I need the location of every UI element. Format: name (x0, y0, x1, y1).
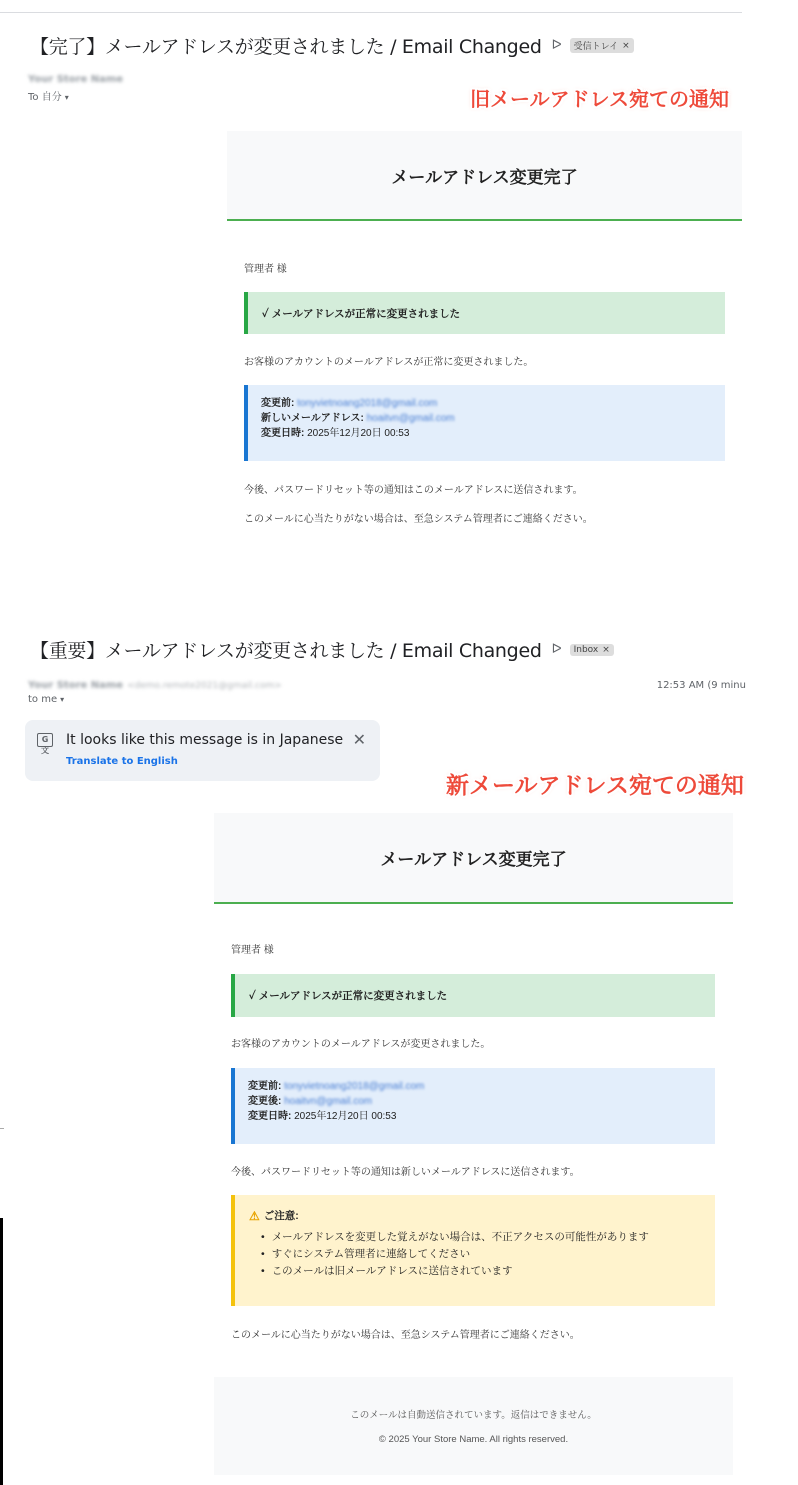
email2-success-text: ✓ メールアドレスが正常に変更されました (249, 990, 448, 1002)
email2-annotation: 新メールアドレス宛ての通知 (446, 773, 744, 799)
email2-date-value: 2025年12月20日 00:53 (294, 1111, 397, 1122)
email1-intro: お客様のアカウントのメールアドレスが正常に変更されました。 (244, 357, 534, 368)
email2-sender-email: <demo.remote2021@gmail.com> (127, 681, 282, 691)
email2-recipient-text: to me (28, 694, 58, 705)
email2-inbox-label[interactable] (570, 644, 614, 656)
email2-before-value[interactable]: tonyvietnoang2018@gmail.com (284, 1081, 425, 1092)
remove-label-icon[interactable]: × (622, 40, 630, 51)
email1-new-label: 新しいメールアドレス: (261, 413, 364, 424)
email1-inbox-label[interactable] (570, 38, 634, 53)
email2-after-label: 変更後: (248, 1096, 282, 1107)
email1-new-row (261, 411, 725, 426)
translate-icon: G文 (37, 733, 53, 747)
email1-annotation: 旧メールアドレス宛ての通知 (470, 87, 729, 111)
email2-body (214, 813, 733, 1475)
email1-sender-name[interactable]: Your Store Name (28, 74, 124, 85)
footer-auto-notice: このメールは自動送信されています。返信はできません。 (350, 1410, 597, 1421)
email1-success-text: ✓ メールアドレスが正常に変更されました (262, 307, 461, 320)
email1-sender-block (28, 74, 123, 103)
warning-item: • このメールは旧メールアドレスに送信されています (273, 1263, 715, 1280)
email1-date-row (261, 426, 725, 441)
warning-item: • すぐにシステム管理者に連絡してください (273, 1246, 715, 1263)
email2-after-row (248, 1094, 715, 1109)
email2-footer (214, 1377, 733, 1475)
email2-date-row (248, 1109, 715, 1124)
window-edge-bar (0, 1218, 3, 1485)
email2-before-row (248, 1079, 715, 1094)
email1-new-value[interactable]: hoaitvn@gmail.com (366, 413, 455, 424)
email1-info-box (244, 385, 725, 461)
chevron-down-icon[interactable]: ▾ (64, 93, 69, 102)
email2-title: メールアドレス変更完了 (380, 850, 567, 869)
email2-header (214, 813, 733, 904)
close-icon[interactable]: ✕ (352, 730, 366, 749)
email1-subject: 【完了】メールアドレスが変更されました / Email Changed (30, 36, 542, 58)
email1-inbox-label-text: 受信トレイ (573, 42, 619, 52)
email2-recipient[interactable] (28, 694, 282, 705)
translate-message: It looks like this message is in Japanese (66, 732, 344, 748)
email2-warning-box (231, 1195, 715, 1306)
email2-subject: 【重要】メールアドレスが変更されました / Email Changed (30, 640, 542, 662)
edge-mark (0, 1128, 4, 1129)
email2-subject-row (30, 636, 614, 663)
warning-title (249, 1208, 715, 1223)
warning-item: • メールアドレスを変更した覚えがない場合は、不正アクセスの可能性があります (273, 1229, 715, 1246)
top-divider (0, 12, 742, 13)
email2-intro: お客様のアカウントのメールアドレスが変更されました。 (231, 1039, 491, 1050)
warning-icon: ⚠ (249, 1208, 260, 1223)
chevron-down-icon[interactable]: ▾ (60, 695, 65, 704)
remove-label-icon[interactable]: × (602, 644, 610, 655)
email1-title: メールアドレス変更完了 (391, 167, 578, 187)
email1-header (227, 131, 742, 221)
email1-before-row (261, 396, 725, 411)
translate-to-english-link[interactable]: Translate to English (66, 756, 178, 767)
email2-info-box (231, 1068, 715, 1144)
email1-success-box (244, 292, 725, 334)
email1-greeting: 管理者 様 (244, 264, 287, 275)
email2-greeting: 管理者 様 (231, 945, 274, 956)
email2-after-value[interactable]: hoaitvn@gmail.com (284, 1096, 373, 1107)
warning-title-text: ご注意: (263, 1210, 299, 1222)
email2-success-box (231, 974, 715, 1017)
email2-inbox-label-text: Inbox (573, 644, 599, 655)
footer-copyright: © 2025 Your Store Name. All rights reserved. (378, 1434, 569, 1445)
email1-line2: このメールに心当たりがない場合は、至急システム管理者にご連絡ください。 (244, 514, 593, 525)
email2-date-label: 変更日時: (248, 1111, 292, 1122)
important-marker-icon[interactable]: ᐅ (551, 38, 562, 53)
email2-sender-block (28, 680, 282, 705)
email2-sender-name[interactable]: Your Store Name (28, 680, 124, 691)
email1-date-label: 変更日時: (261, 428, 305, 439)
email1-recipient-text: To 自分 (28, 92, 62, 103)
email1-line1: 今後、パスワードリセット等の通知はこのメールアドレスに送信されます。 (244, 485, 583, 496)
email2-line2: このメールに心当たりがない場合は、至急システム管理者にご連絡ください。 (231, 1330, 580, 1341)
email1-subject-row (30, 32, 634, 59)
email1-date-value: 2025年12月20日 00:53 (307, 428, 410, 439)
important-marker-icon[interactable]: ᐅ (551, 642, 562, 657)
email2-line1: 今後、パスワードリセット等の通知は新しいメールアドレスに送信されます。 (231, 1167, 580, 1178)
email2-before-label: 変更前: (248, 1081, 282, 1092)
email2-timestamp: 12:53 AM (9 minu (656, 680, 746, 691)
email1-body (227, 131, 742, 551)
email1-recipient[interactable] (28, 88, 123, 103)
email1-before-label: 変更前: (261, 398, 295, 409)
translate-banner (25, 720, 380, 781)
warning-list (249, 1229, 715, 1280)
email1-before-value[interactable]: tonyvietnoang2018@gmail.com (297, 398, 438, 409)
